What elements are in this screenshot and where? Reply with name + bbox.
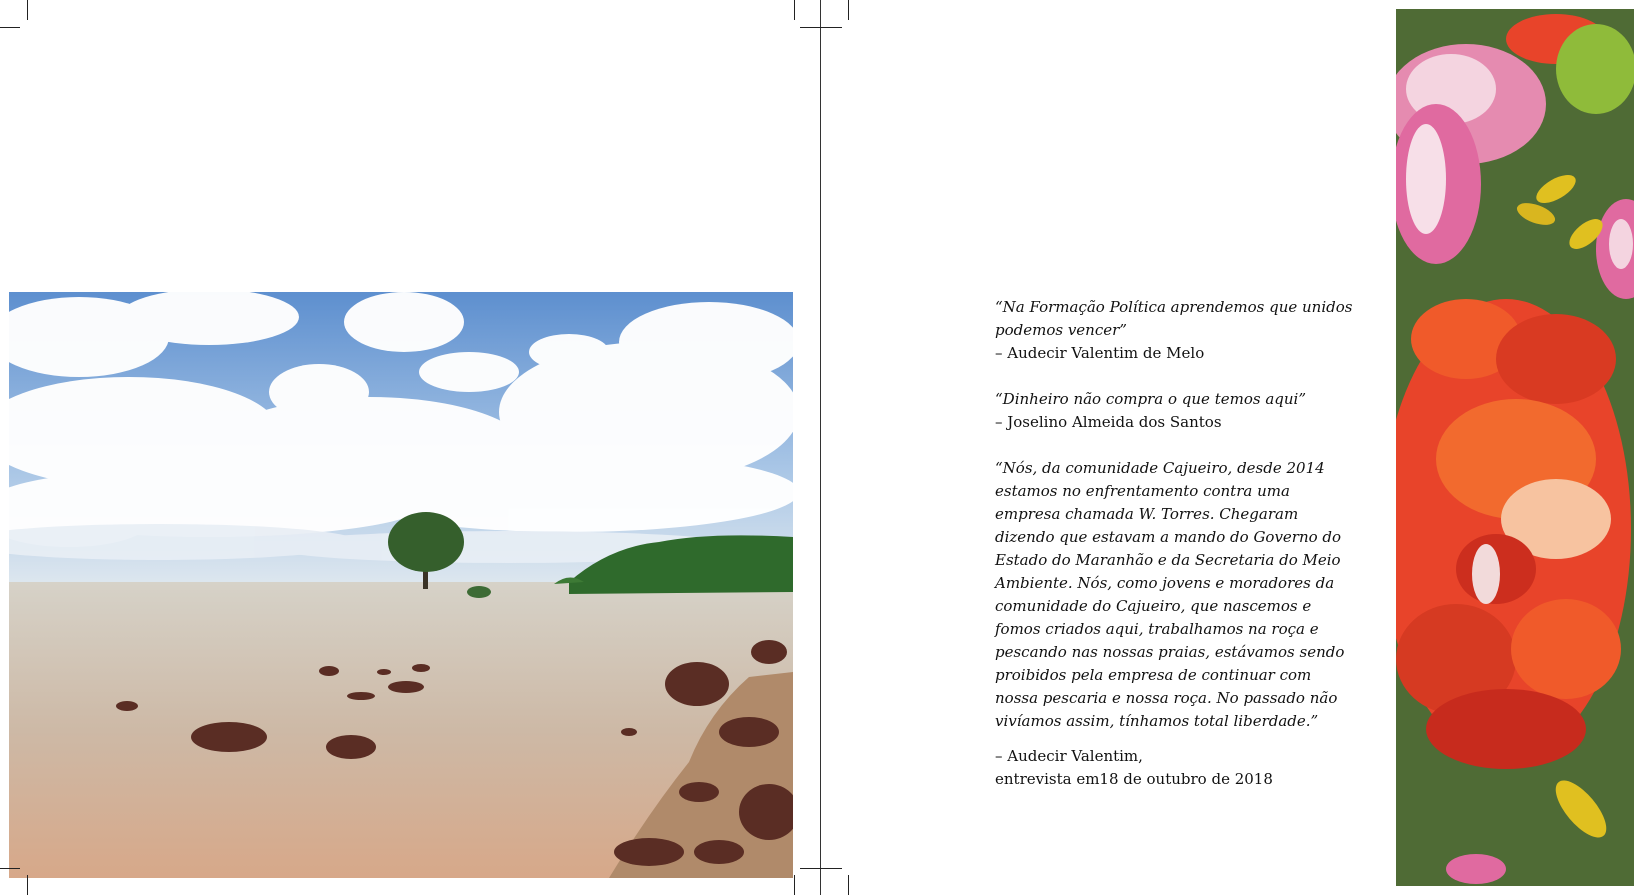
quote-author: – Audecir Valentim de Melo (995, 344, 1205, 362)
crop-mark (27, 875, 28, 895)
quote-text: “Dinheiro não compra o que temos aqui” (995, 390, 1307, 408)
book-spine (820, 0, 821, 895)
floral-pattern-image (1396, 9, 1634, 886)
coastline-photo (9, 292, 793, 878)
crop-mark (0, 868, 20, 869)
crop-mark (794, 0, 795, 20)
quotes-block (995, 296, 1355, 791)
quote-author: – Joselino Almeida dos Santos (995, 413, 1222, 431)
crop-mark (27, 0, 28, 20)
crop-mark (848, 875, 849, 895)
crop-mark (848, 0, 849, 20)
quote-text: “Na Formação Política aprendemos que unidos podemos vencer” (995, 298, 1353, 339)
crop-mark (800, 868, 842, 869)
floral-fabric-strip (1396, 9, 1634, 886)
quote-source: entrevista em18 de outubro de 2018 (995, 770, 1273, 788)
crop-mark (800, 27, 842, 28)
mangrove-beach-image (9, 292, 793, 878)
quote-text: “Nós, da comunidade Cajueiro, desde 2014 estamos no enfrentamento contra uma empresa chamada W. Torres. Chegaram dizendo que estavam a mando do Governo do Estado do Maranhão e da Secretaria do Meio Ambiente. Nós, como jovens e moradores da comunidade do Cajueiro, que nascemos e fomos criados aqui, trabalhamos na roça e pescando nas nossas praias, estávamos sendo proibidos pela empresa de continuar com nossa pescaria e nossa roça. No passado não vivíamos assim, tínhamos total liberdade.” (995, 459, 1345, 730)
crop-mark (794, 875, 795, 895)
crop-mark (0, 27, 20, 28)
quote-author: – Audecir Valentim, (995, 747, 1143, 765)
